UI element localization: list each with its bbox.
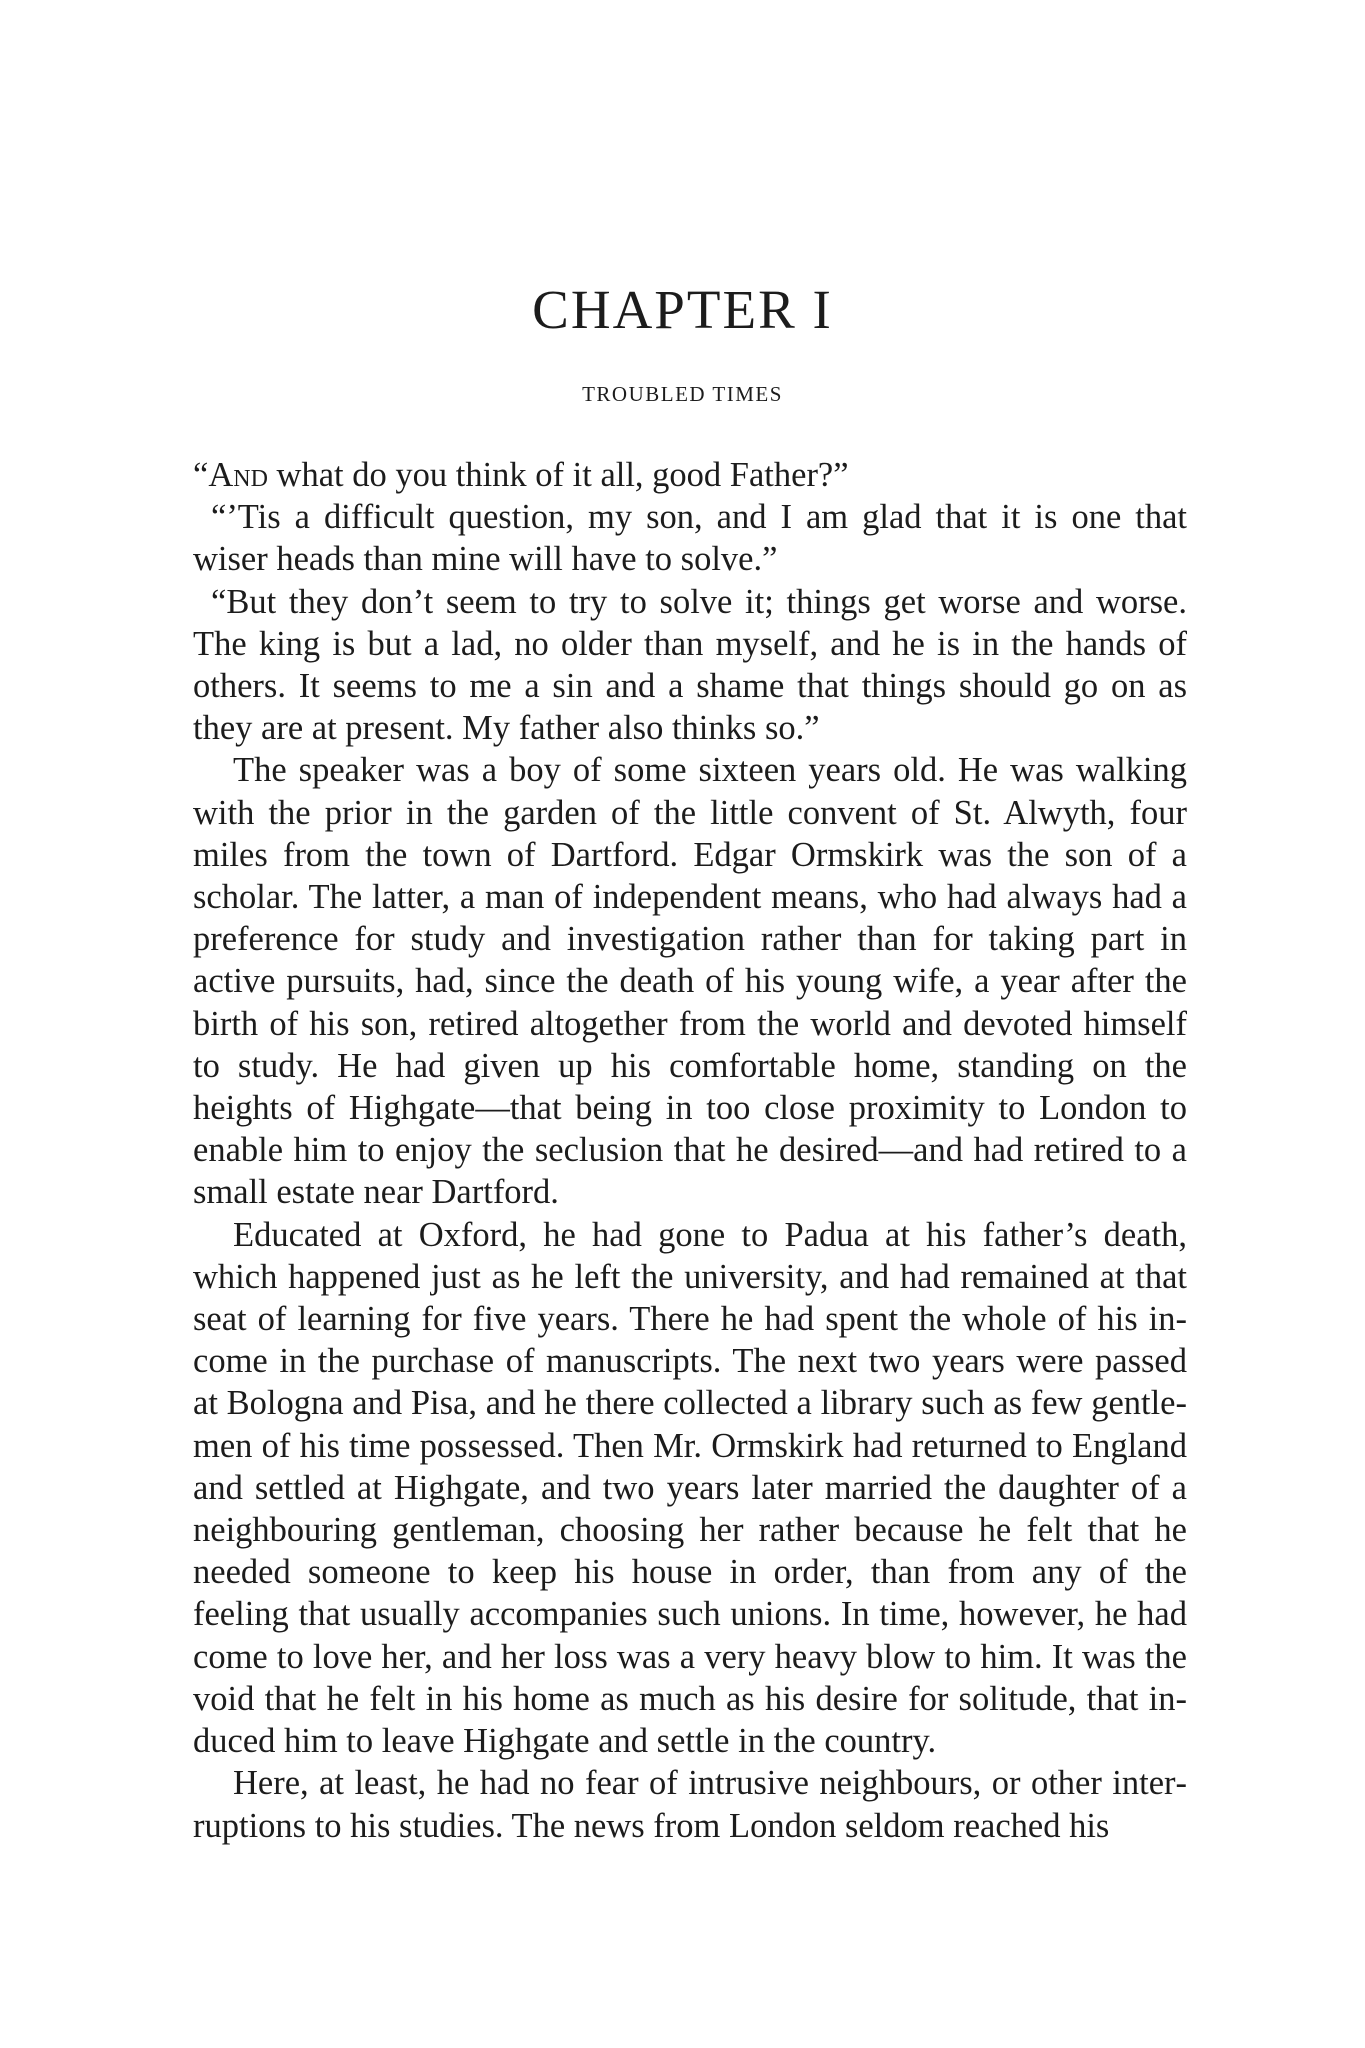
chapter-subtitle: TROUBLED TIMES [582,382,783,406]
paragraph-2: “’Tis a difficult question, my son, and I am glad that it is one that wiser heads than mine will have to solve.” [193,498,1187,579]
paragraph-1-text: what do you think of it all, good Father?” [267,456,849,494]
chapter-title: CHAPTER I [532,279,833,340]
paragraph-6: Here, at least, he had no fear of intrusive neighbours, or other interruptions to his studies. The news from London seldom reached his [193,1764,1187,1845]
paragraph-1 [193,454,1187,496]
paragraph-5: Educated at Oxford, he had gone to Padua at his father’s death, which happened just as he left the university, and had remained at that seat of learning for five years. There he had spent the whole of his income in the purchase of manuscripts. The next two years were passed at Bologna and Pisa, and he there collected a library such as few gentlemen of his time possessed. Then Mr. Ormskirk had returned to England and settled at Highgate, and two years later married the daughter of a neighbouring gentleman, choosing her rather because he felt that he needed someone to keep his house in order, than from any of the feeling that usually accompanies such unions. In time, however, he had come to love her, and her loss was a very heavy blow to him. It was the void that he felt in his home as much as his desire for solitude, that induced him to leave Highgate and settle in the country. [193,1215,1187,1761]
small-caps-lead: And [208,456,268,494]
paragraph-3: “But they don’t seem to try to solve it; things get worse and worse. The king is but a lad, no older than myself, and he is in the hands of others. It seems to me a sin and a shame that things should go on as they are at present. My father also thinks so.” [193,582,1187,748]
opening-quote: “ [193,456,209,494]
paragraph-4: The speaker was a boy of some sixteen years old. He was walking with the prior in the garden of the little convent of St. Alwyth, four miles from the town of Dartford. Edgar Ormskirk was the son of a scholar. The latter, a man of independent means, who had always had a preference for study and investigation rather than for taking part in active pursuits, had, since the death of his young wife, a year after the birth of his son, retired altogether from the world and devoted himself to study. He had given up his comfortable home, standing on the heights of Highgate—that being in too close proximity to London to enable him to enjoy the seclusion that he desired—and had retired to a small estate near Dartford. [193,751,1187,1212]
chapter-body [193,454,1187,1847]
